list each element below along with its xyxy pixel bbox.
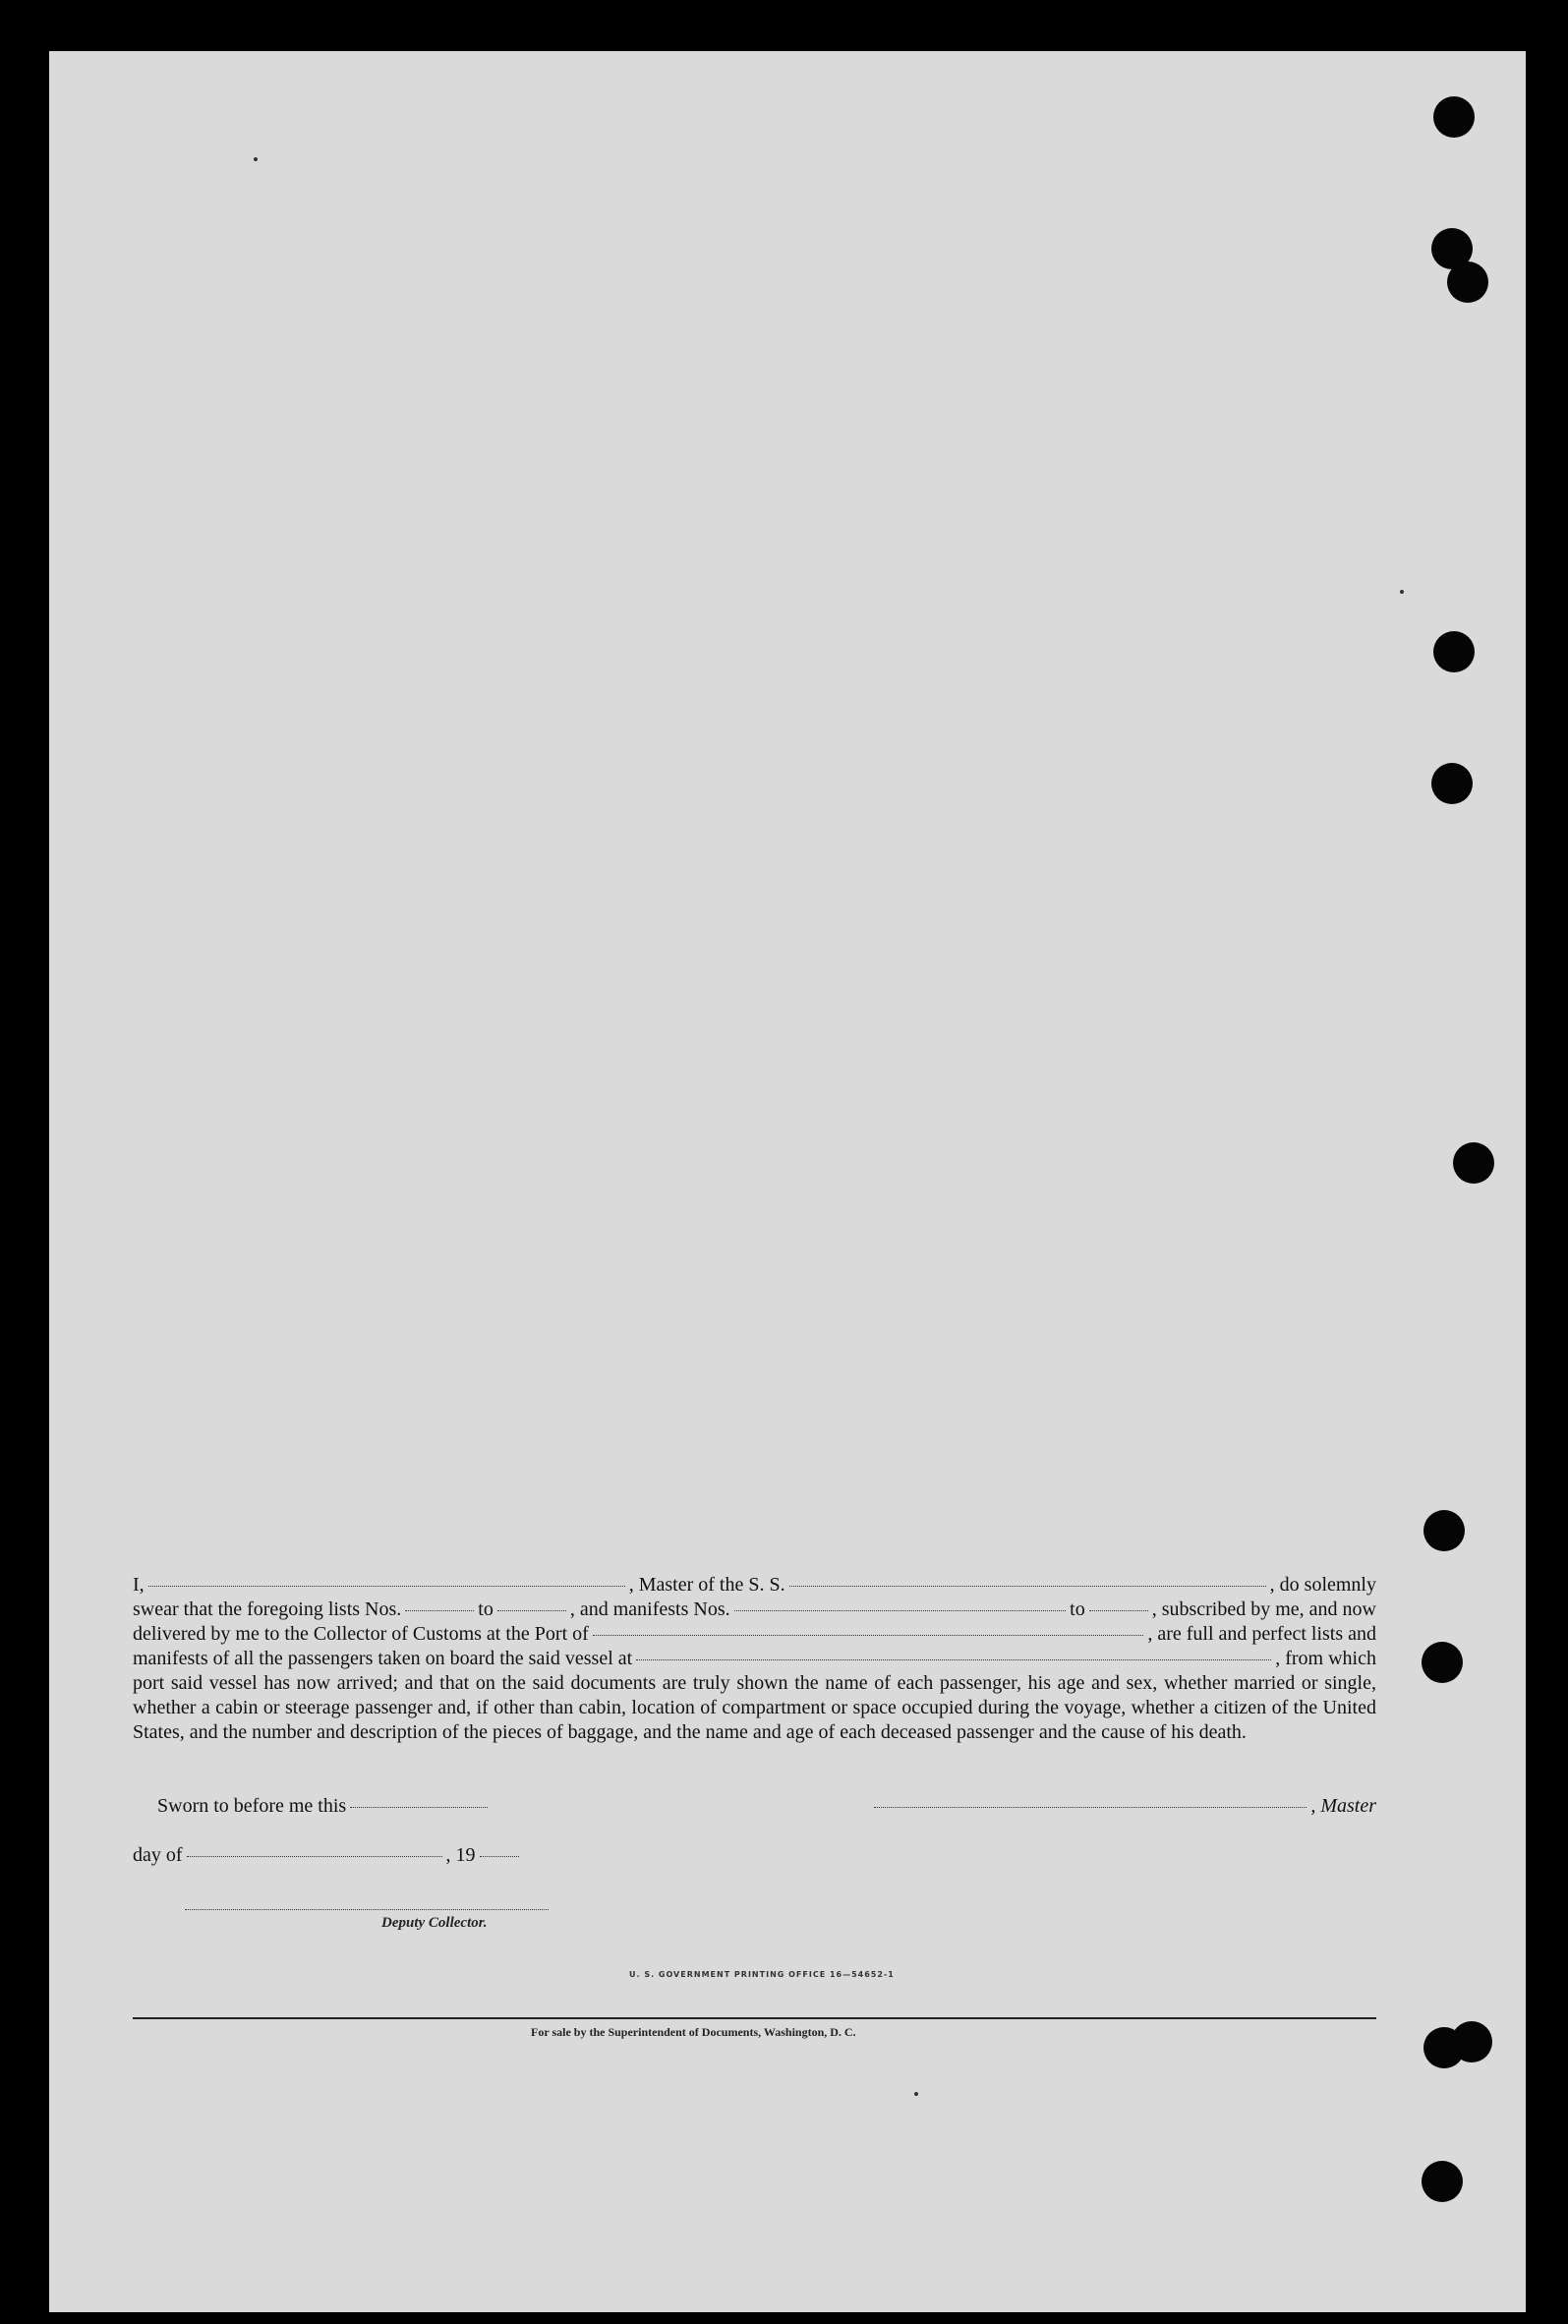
paper-speck (914, 2092, 918, 2096)
oath-text: , and manifests Nos. (569, 1598, 730, 1620)
master-label: , Master (1310, 1795, 1376, 1817)
oath-line-2 (133, 1598, 1376, 1622)
day-row (133, 1844, 523, 1867)
oath-text: to (478, 1598, 494, 1620)
manifests-from-blank[interactable] (734, 1610, 1067, 1611)
year-label: , 19 (445, 1844, 476, 1866)
punch-hole (1431, 763, 1473, 804)
oath-text: I, (133, 1574, 145, 1596)
punch-hole (1447, 261, 1488, 303)
master-signature-blank[interactable] (874, 1807, 1307, 1808)
gpo-imprint: U. S. GOVERNMENT PRINTING OFFICE 16—54652-1 (629, 1970, 895, 1979)
sworn-row (157, 1795, 1376, 1818)
oath-line-3 (133, 1622, 1376, 1647)
oath-text: swear that the foregoing lists Nos. (133, 1598, 402, 1620)
punch-hole (1451, 2021, 1492, 2063)
master-name-blank[interactable] (148, 1586, 625, 1587)
paper-speck (254, 157, 258, 161)
oath-text: delivered by me to the Collector of Customs at the Port of (133, 1623, 589, 1645)
master-signature (870, 1795, 1376, 1818)
day-of-label: day of (133, 1844, 183, 1866)
master-oath (133, 1573, 1376, 1745)
oath-body-text: port said vessel has now arrived; and that on the said documents are truly shown the name of each passenger, his age and sex, whether married or single, whether a cabin or steerage passenger and, if other than cabin, location of compartment or space occupied during the voyage, whether a citizen of the United States, and the number and description of the pieces of baggage, and the name and age of each deceased passenger and the cause of his death. (133, 1672, 1376, 1743)
for-sale-note: For sale by the Superintendent of Documents, Washington, D. C. (531, 2025, 856, 2039)
deputy-collector-label: Deputy Collector. (381, 1915, 488, 1931)
lists-to-blank[interactable] (497, 1610, 566, 1611)
oath-text: to (1070, 1598, 1085, 1620)
month-blank[interactable] (187, 1856, 442, 1857)
oath-text: , from which (1275, 1648, 1376, 1669)
oath-line-4 (133, 1647, 1376, 1671)
oath-text: , Master of the S. S. (628, 1574, 785, 1596)
punch-hole (1422, 2161, 1463, 2202)
port-blank[interactable] (593, 1635, 1144, 1636)
year-blank[interactable] (480, 1856, 519, 1857)
oath-text: manifests of all the passengers taken on board the said vessel at (133, 1648, 633, 1669)
lists-from-blank[interactable] (405, 1610, 474, 1611)
punch-hole (1423, 1510, 1465, 1551)
manifests-to-blank[interactable] (1089, 1610, 1148, 1611)
punch-hole (1433, 96, 1475, 138)
oath-text: , do solemnly (1269, 1574, 1376, 1596)
punch-hole (1433, 631, 1475, 672)
footer-rule (133, 2017, 1376, 2019)
oath-line-1 (133, 1573, 1376, 1598)
departure-port-blank[interactable] (636, 1659, 1271, 1660)
punch-hole (1453, 1142, 1494, 1184)
sworn-label: Sworn to before me this (157, 1795, 347, 1817)
vessel-name-blank[interactable] (789, 1586, 1266, 1587)
sworn-day-blank[interactable] (350, 1807, 488, 1808)
oath-text: , are full and perfect lists and (1147, 1623, 1376, 1645)
oath-text: , subscribed by me, and now (1151, 1598, 1376, 1620)
punch-hole (1422, 1642, 1463, 1683)
paper-speck (1400, 590, 1404, 594)
deputy-signature-line[interactable] (185, 1909, 549, 1910)
